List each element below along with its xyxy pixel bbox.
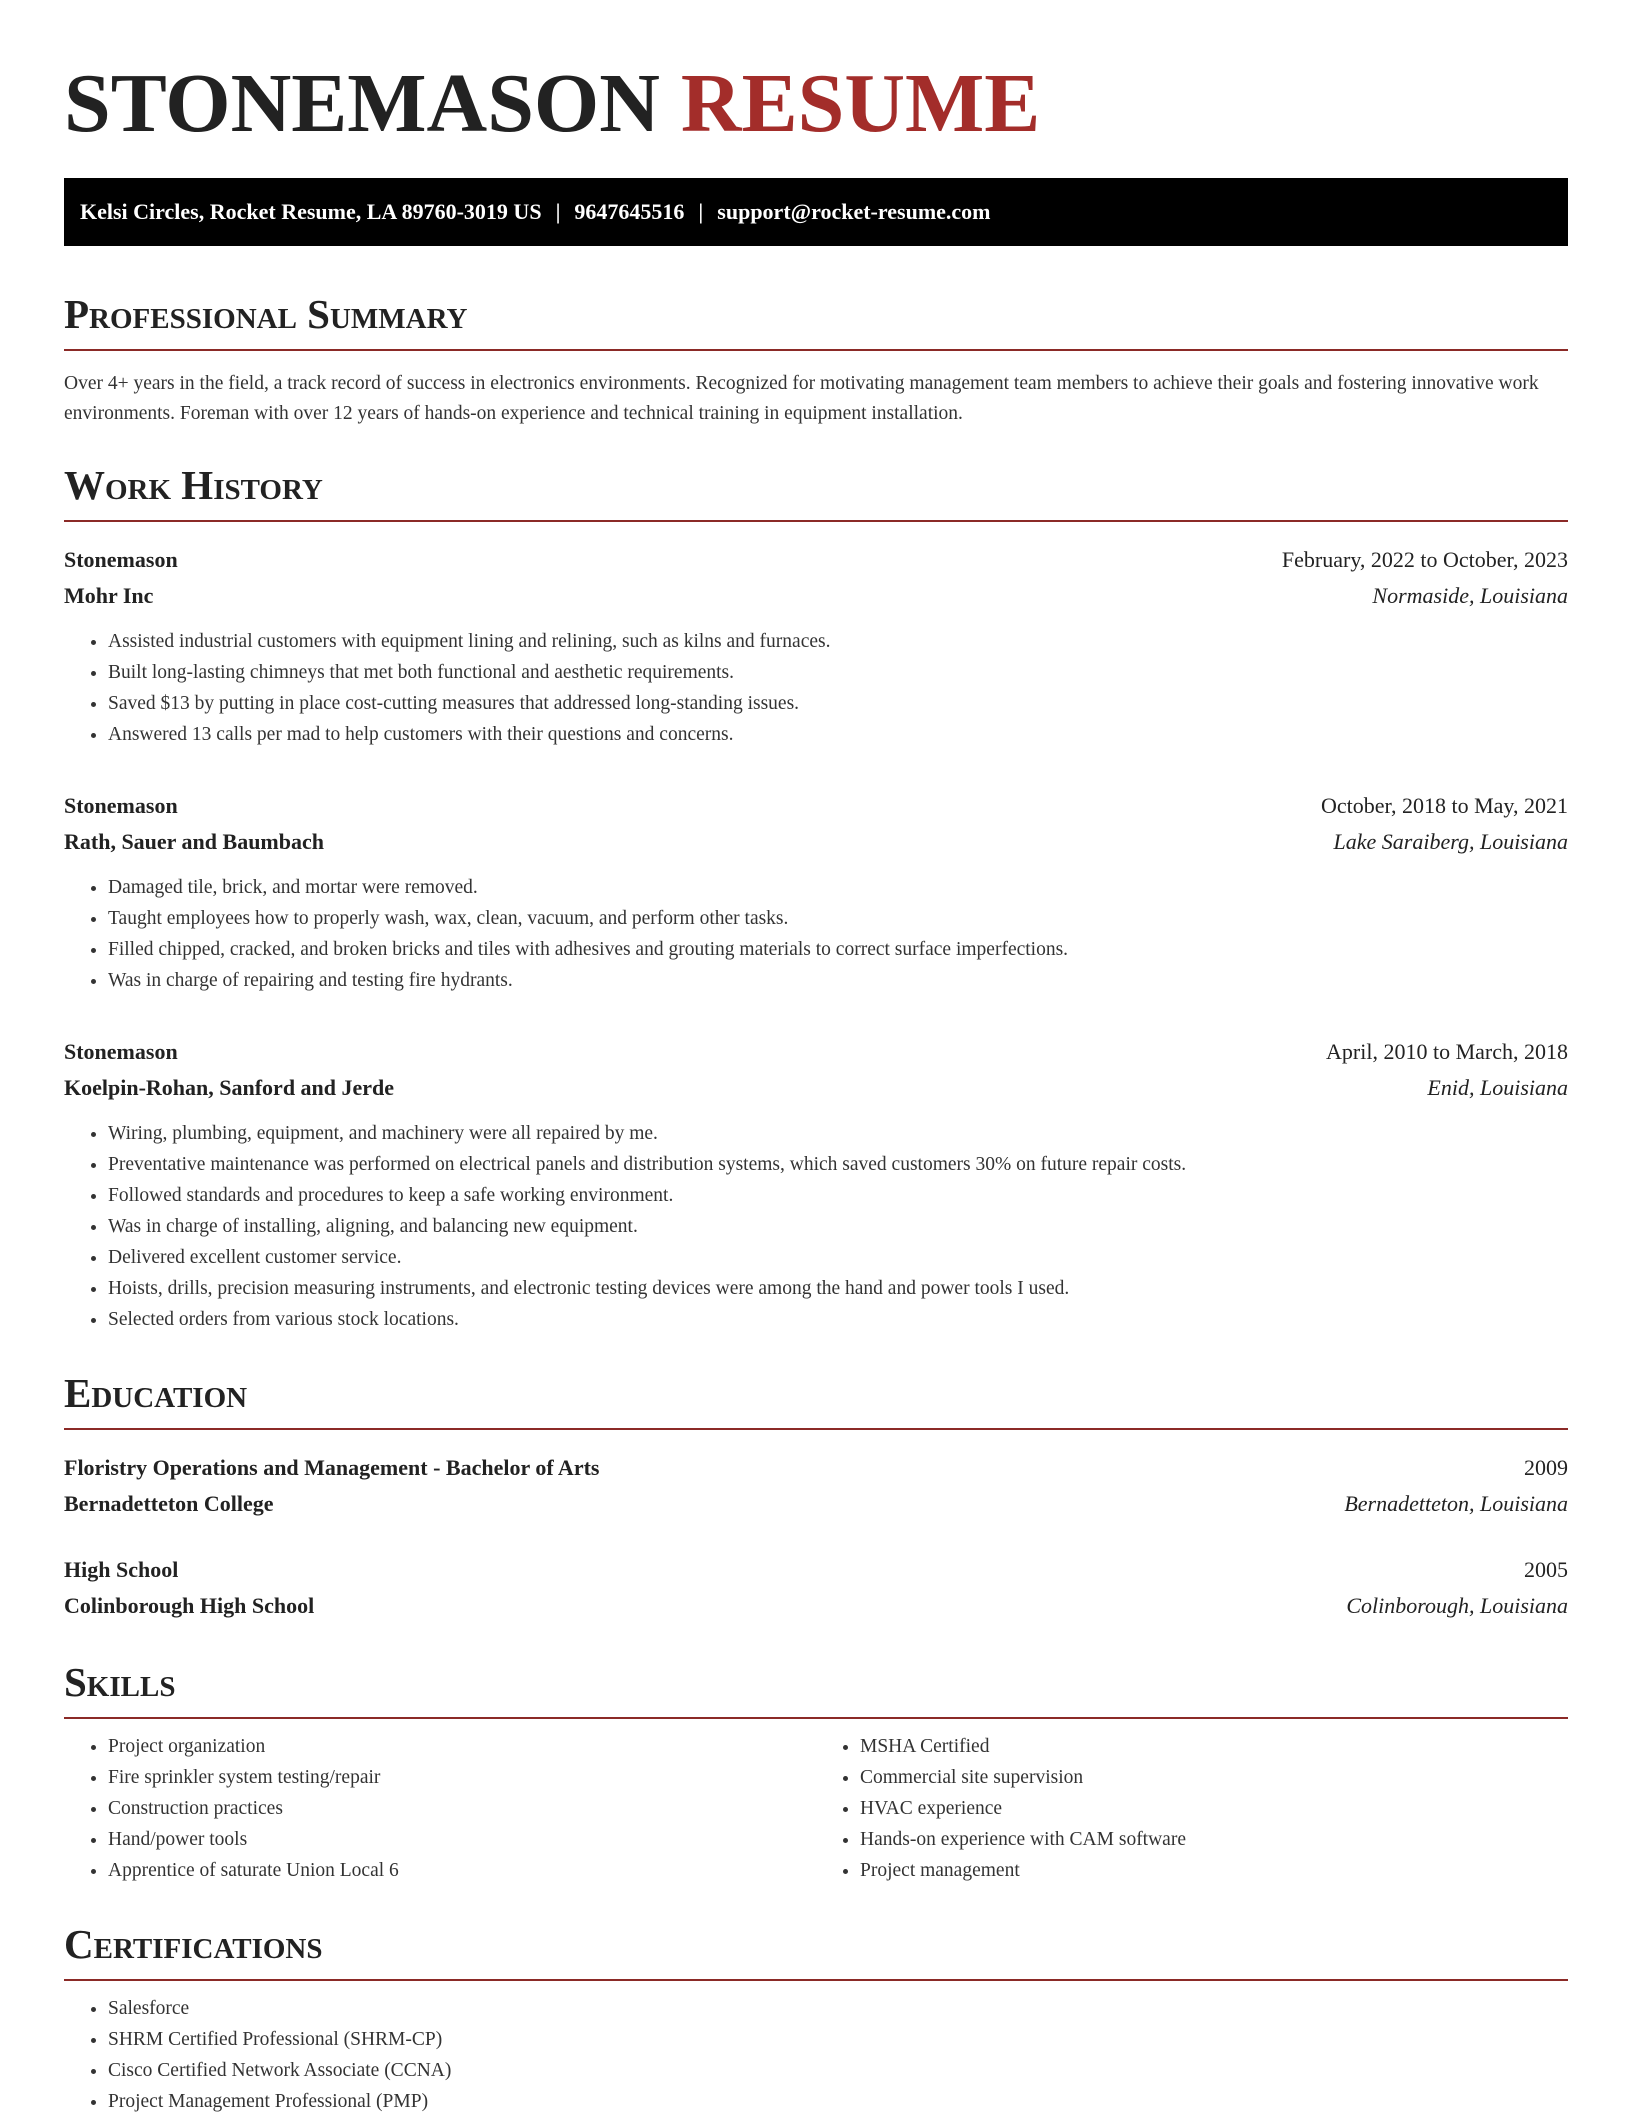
skill-item: • Project management <box>860 1855 1568 1886</box>
skill-item: • Construction practices <box>108 1793 816 1824</box>
skills-grid <box>64 1731 1568 1886</box>
work-history-heading: Work History <box>64 465 1568 522</box>
job-bullet: • Saved $13 by putting in place cost-cutting measures that addressed long-standing issues. <box>108 688 1568 719</box>
education-school: Colinborough High School <box>64 1593 315 1618</box>
certification-item: • SHRM Certified Professional (SHRM-CP) <box>108 2024 1568 2055</box>
skill-item: • Project organization <box>108 1731 816 1762</box>
education-location: Colinborough, Louisiana <box>1346 1593 1568 1618</box>
job-bullet: • Built long-lasting chimneys that met both functional and aesthetic requirements. <box>108 657 1568 688</box>
skill-item: • Commercial site supervision <box>860 1762 1568 1793</box>
contact-phone[interactable]: 9647645516 <box>574 199 685 224</box>
job-bullets <box>64 626 1568 750</box>
job-bullet: • Filled chipped, cracked, and broken bricks and tiles with adhesives and grouting materials to correct surface imperfections. <box>108 934 1568 965</box>
skills-heading: Skills <box>64 1662 1568 1719</box>
contact-bar <box>64 178 1568 246</box>
job-dates: April, 2010 to March, 2018 <box>1326 1039 1568 1064</box>
job-bullet: • Assisted industrial customers with equipment lining and relining, such as kilns and furnaces. <box>108 626 1568 657</box>
contact-email[interactable]: support@rocket-resume.com <box>717 199 991 224</box>
education-school: Bernadetteton College <box>64 1491 274 1516</box>
job-dates: February, 2022 to October, 2023 <box>1281 547 1568 572</box>
skill-item: • HVAC experience <box>860 1793 1568 1824</box>
job-company: Rath, Sauer and Baumbach <box>64 829 324 854</box>
skill-item: • Apprentice of saturate Union Local 6 <box>108 1855 816 1886</box>
job-entry <box>64 1034 1568 1335</box>
job-bullet: • Selected orders from various stock locations. <box>108 1304 1568 1335</box>
title-part-2: RESUME <box>680 57 1041 150</box>
job-bullet: • Was in charge of installing, aligning, and balancing new equipment. <box>108 1211 1568 1242</box>
job-location: Lake Saraiberg, Louisiana <box>1333 829 1568 854</box>
job-bullet: • Damaged tile, brick, and mortar were removed. <box>108 872 1568 903</box>
contact-address: Kelsi Circles, Rocket Resume, LA 89760-3019 US <box>80 199 542 224</box>
job-entry <box>64 542 1568 750</box>
skill-item: • Hands-on experience with CAM software <box>860 1824 1568 1855</box>
education-entry <box>64 1450 1568 1522</box>
skills-list-right <box>816 1731 1568 1886</box>
job-bullets <box>64 872 1568 996</box>
job-bullet: • Preventative maintenance was performed on electrical panels and distribution systems, which saved customers 30% on future repair costs. <box>108 1149 1568 1180</box>
job-company: Mohr Inc <box>64 583 154 608</box>
skills-list-left <box>64 1731 816 1886</box>
skill-item: • Fire sprinkler system testing/repair <box>108 1762 816 1793</box>
summary-heading: Professional Summary <box>64 294 1568 351</box>
certifications-list <box>64 1993 1568 2117</box>
title-part-1: STONEMASON <box>64 57 660 150</box>
education-entry <box>64 1552 1568 1624</box>
certification-item: • Salesforce <box>108 1993 1568 2024</box>
certification-item: • Cisco Certified Network Associate (CCNA) <box>108 2055 1568 2086</box>
education-year: 2005 <box>1524 1557 1568 1582</box>
certifications-heading: Certifications <box>64 1924 1568 1981</box>
job-bullet: • Delivered excellent customer service. <box>108 1242 1568 1273</box>
job-bullet: • Answered 13 calls per mad to help customers with their questions and concerns. <box>108 719 1568 750</box>
skill-item: • MSHA Certified <box>860 1731 1568 1762</box>
education-year: 2009 <box>1524 1455 1568 1480</box>
skill-item: • Hand/power tools <box>108 1824 816 1855</box>
job-bullets <box>64 1118 1568 1335</box>
resume-title <box>64 57 1568 150</box>
education-degree: Floristry Operations and Management - Bachelor of Arts <box>64 1455 600 1480</box>
job-company: Koelpin-Rohan, Sanford and Jerde <box>64 1075 395 1100</box>
job-bullet: • Wiring, plumbing, equipment, and machinery were all repaired by me. <box>108 1118 1568 1149</box>
education-degree: High School <box>64 1557 179 1582</box>
job-entry <box>64 788 1568 996</box>
job-title: Stonemason <box>64 1039 178 1064</box>
job-location: Enid, Louisiana <box>1427 1075 1568 1100</box>
job-bullet: • Was in charge of repairing and testing fire hydrants. <box>108 965 1568 996</box>
job-location: Normaside, Louisiana <box>1372 583 1568 608</box>
job-bullet: • Followed standards and procedures to keep a safe working environment. <box>108 1180 1568 1211</box>
contact-separator: | <box>698 199 704 224</box>
contact-separator: | <box>555 199 561 224</box>
certification-item: • Project Management Professional (PMP) <box>108 2086 1568 2117</box>
job-title: Stonemason <box>64 547 178 572</box>
summary-text: Over 4+ years in the field, a track record of success in electronics environments. Recognized for motivating management team members to achieve their goals and fostering innovative work environments. Foreman with over 12 years of hands-on experience and technical training in equipment installation. <box>64 373 1539 424</box>
job-bullet: • Taught employees how to properly wash, wax, clean, vacuum, and perform other tasks. <box>108 903 1568 934</box>
education-location: Bernadetteton, Louisiana <box>1344 1491 1568 1516</box>
job-dates: October, 2018 to May, 2021 <box>1321 793 1568 818</box>
job-bullet: • Hoists, drills, precision measuring instruments, and electronic testing devices were among the hand and power tools I used. <box>108 1273 1568 1304</box>
education-heading: Education <box>64 1373 1568 1430</box>
job-title: Stonemason <box>64 793 178 818</box>
